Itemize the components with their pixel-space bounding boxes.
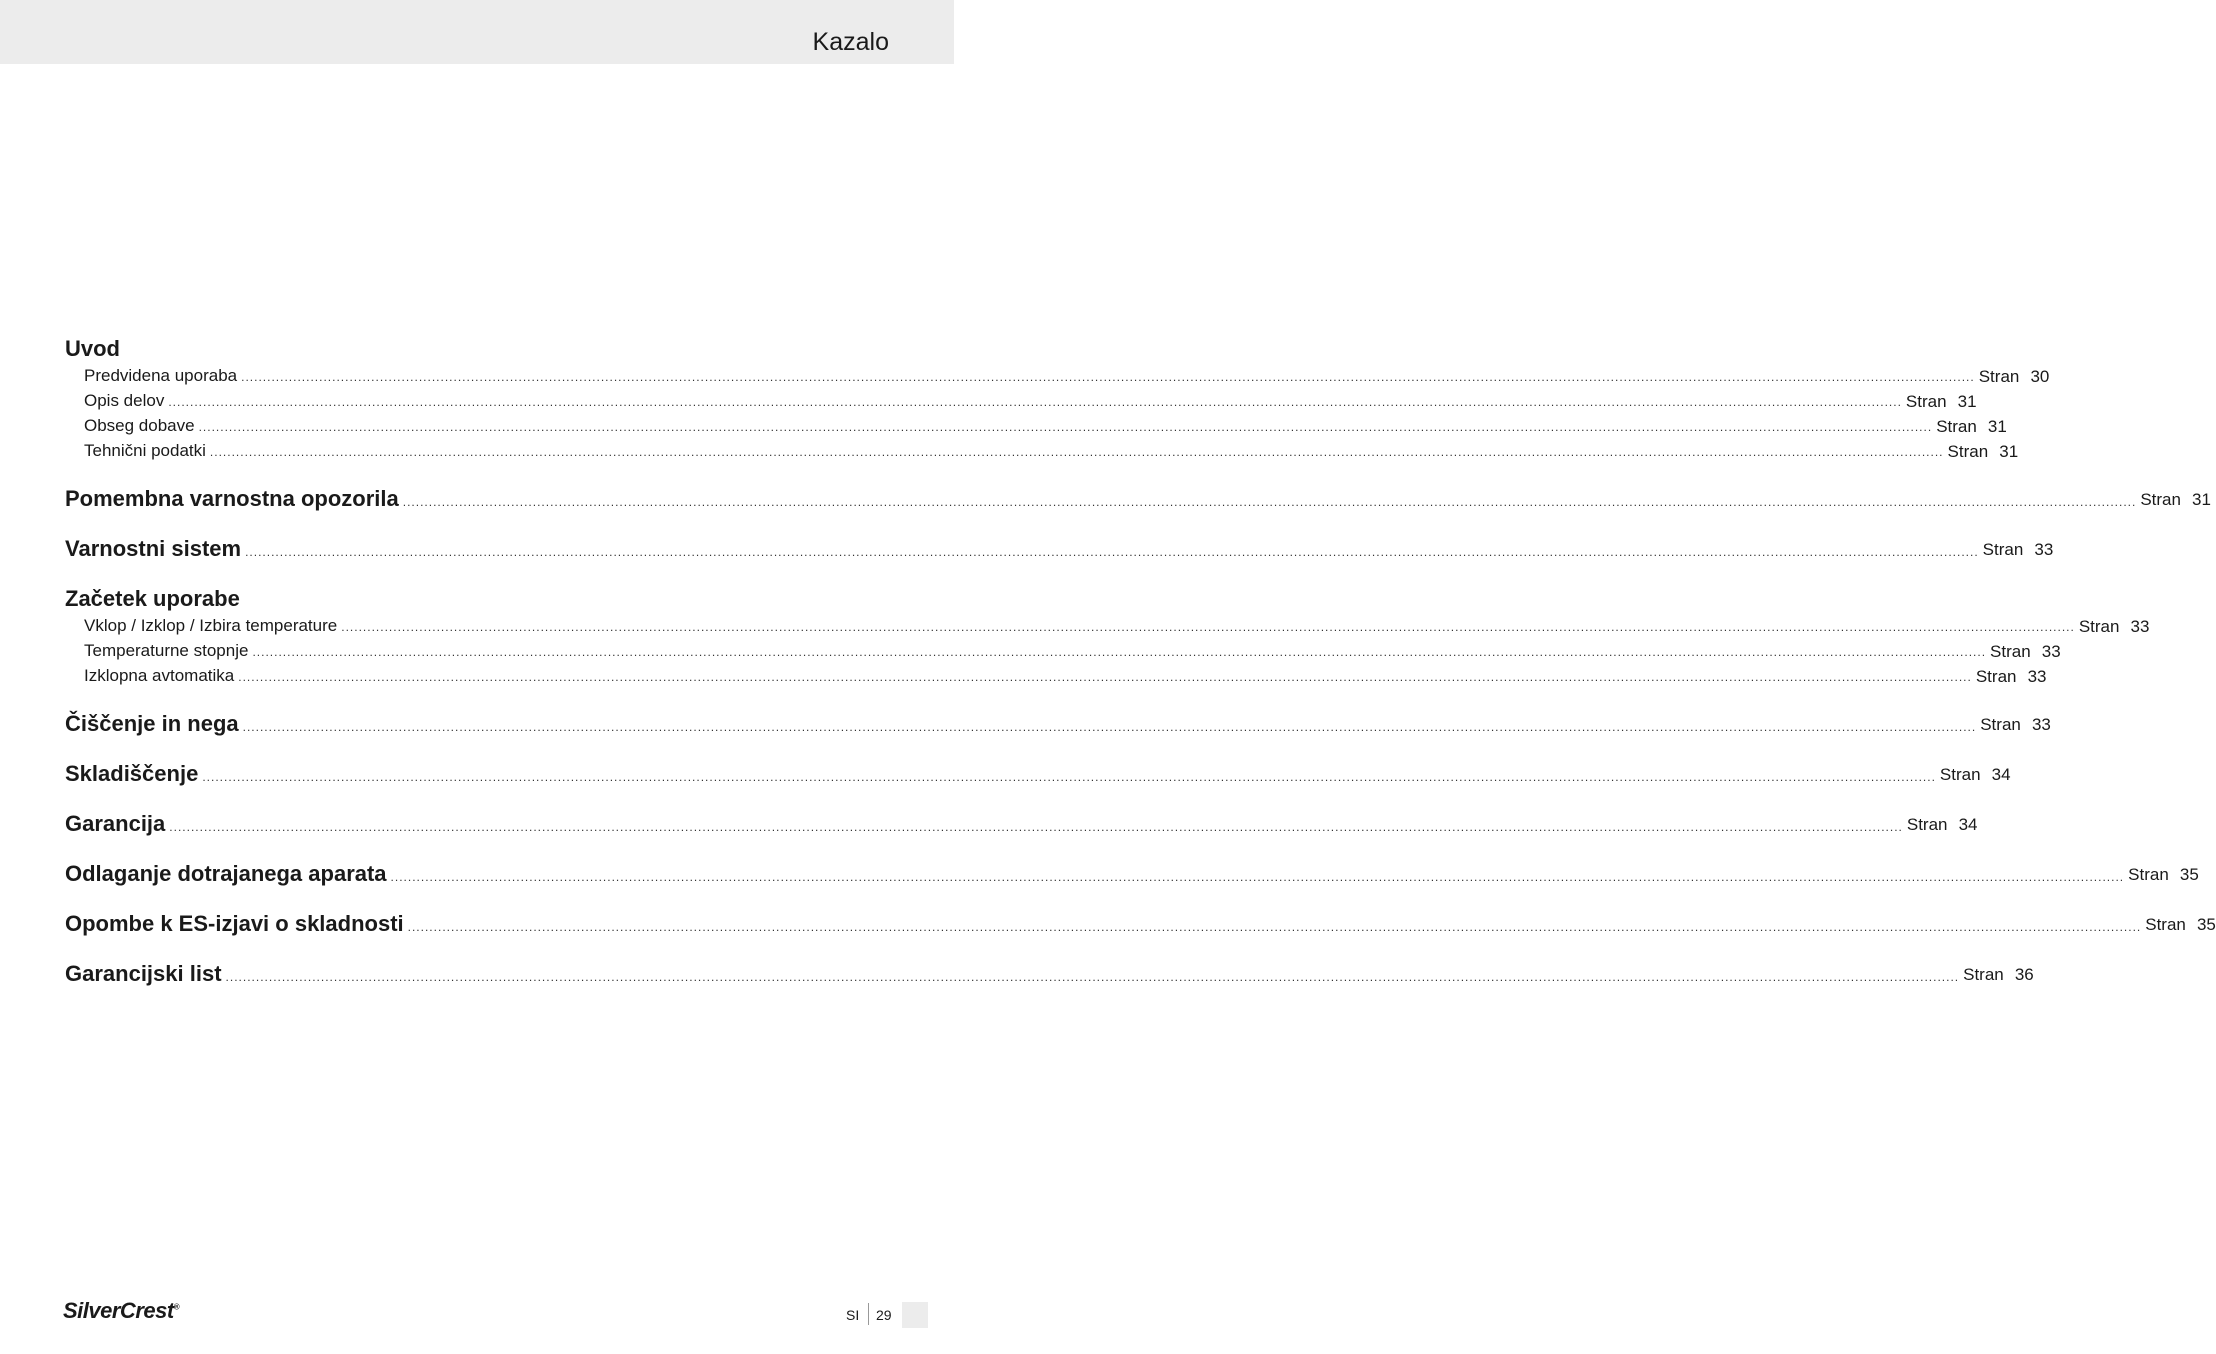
toc-entry-title: Tehnični podatki: [84, 441, 206, 460]
dot-leader: ................................................................................................................................................................................................................................................................................................................................................................................................................: [245, 545, 1979, 559]
dot-leader: ................................................................................................................................................................................................................................................................................................................................................................................................................: [390, 870, 2125, 884]
toc-heading-title: Uvod: [65, 336, 120, 361]
page-label: Stran: [1939, 765, 1981, 784]
page-reference: [1963, 965, 2034, 987]
page-label: Stran: [1963, 965, 2004, 984]
page-label: Stran: [1980, 715, 2021, 734]
page-label: Stran: [2128, 865, 2169, 884]
toc-heading-title: Varnostni sistem: [65, 536, 242, 561]
toc-heading[interactable]: [65, 534, 2054, 562]
page-reference: [2145, 915, 2216, 937]
page-reference: [1990, 642, 2061, 662]
toc-heading-title: Pomembna varnostna opozorila: [65, 486, 399, 511]
page-number-ref: 33: [2031, 715, 2051, 734]
table-of-contents: [65, 332, 2216, 1009]
toc-entry[interactable]: [65, 362, 2050, 387]
toc-heading-title: Opombe k ES-izjavi o skladnosti: [65, 911, 404, 936]
toc-entry-title: Temperaturne stopnje: [84, 641, 249, 660]
registered-mark: ®: [173, 1302, 180, 1312]
page-title: Kazalo: [812, 28, 889, 56]
page-number-ref: 31: [2192, 490, 2211, 509]
toc-heading[interactable]: [65, 909, 2216, 937]
toc-heading[interactable]: [65, 584, 889, 612]
page-reference: [2079, 617, 2150, 637]
page-reference: [2128, 865, 2199, 887]
dot-leader: ................................................................................................................................................................................................................................................................................................................................................................................................................: [209, 445, 1944, 459]
dot-leader: ................................................................................................................................................................................................................................................................................................................................................................................................................: [168, 395, 1902, 409]
toc-entry[interactable]: [65, 412, 2007, 437]
footer-divider: [868, 1303, 869, 1325]
page-reference: [1906, 392, 1977, 412]
page-reference: [1983, 540, 2054, 562]
language-code: SI: [846, 1307, 860, 1323]
page-number-ref: 34: [1958, 815, 1978, 834]
page-reference: [1976, 667, 2047, 687]
dot-leader: ................................................................................................................................................................................................................................................................................................................................................................................................................: [341, 620, 2075, 634]
toc-entry-title: Vklop / Izklop / Izbira temperature: [84, 616, 338, 635]
header-bar: [0, 0, 954, 64]
dot-leader: ................................................................................................................................................................................................................................................................................................................................................................................................................: [407, 920, 2142, 934]
toc-heading[interactable]: [65, 959, 2034, 987]
toc-heading-title: Čiščenje in nega: [65, 711, 239, 736]
page-label: Stran: [2145, 915, 2186, 934]
page-reference: [1948, 442, 2019, 462]
toc-section: [65, 909, 2216, 937]
toc-heading[interactable]: [65, 809, 1978, 837]
dot-leader: ................................................................................................................................................................................................................................................................................................................................................................................................................: [238, 670, 1972, 684]
toc-section: [65, 584, 2150, 687]
brand-logo: [63, 1298, 179, 1324]
page-number-ref: 31: [1987, 417, 2007, 436]
page-reference: [1980, 715, 2051, 737]
toc-heading[interactable]: [65, 709, 2051, 737]
page-label: Stran: [1975, 667, 2017, 686]
toc-section: [65, 334, 2050, 462]
toc-section: [65, 859, 2199, 887]
toc-entry-title: Obseg dobave: [84, 416, 195, 435]
page-number-ref: 31: [1957, 392, 1977, 411]
toc-heading[interactable]: [65, 759, 2011, 787]
page-reference: [1940, 765, 2011, 787]
toc-heading-title: Garancija: [65, 811, 166, 836]
toc-heading-title: Garancijski list: [65, 961, 222, 986]
dot-leader: ................................................................................................................................................................................................................................................................................................................................................................................................................: [402, 495, 2137, 509]
toc-heading-title: Odlaganje dotrajanega aparata: [65, 861, 387, 886]
page-reference: [1936, 417, 2007, 437]
dot-leader: ................................................................................................................................................................................................................................................................................................................................................................................................................: [252, 645, 1987, 659]
page-number-ref: 35: [2196, 915, 2216, 934]
toc-section: [65, 959, 2034, 987]
page-reference: [2140, 490, 2211, 512]
toc-entry[interactable]: [65, 637, 2061, 662]
page-number: 29: [876, 1307, 892, 1323]
toc-section: [65, 484, 2211, 512]
page-number-ref: 33: [2034, 540, 2054, 559]
dot-leader: ................................................................................................................................................................................................................................................................................................................................................................................................................: [202, 770, 1936, 784]
page-number-ref: 34: [1991, 765, 2011, 784]
toc-section: [65, 709, 2051, 737]
page-number-ref: 31: [1999, 442, 2019, 461]
page-number-ref: 33: [2041, 642, 2061, 661]
page-label: Stran: [1978, 367, 2020, 386]
page-label: Stran: [1906, 815, 1948, 834]
toc-heading[interactable]: [65, 859, 2199, 887]
page-label: Stran: [2140, 490, 2181, 509]
page-label: Stran: [2078, 617, 2120, 636]
toc-entry[interactable]: [65, 662, 2047, 687]
page-number-ref: 33: [2130, 617, 2150, 636]
dot-leader: ................................................................................................................................................................................................................................................................................................................................................................................................................: [242, 720, 1977, 734]
page-reference: [1907, 815, 1978, 837]
toc-entry[interactable]: [65, 612, 2150, 637]
toc-entry-title: Opis delov: [84, 391, 165, 410]
toc-heading-title: Skladiščenje: [65, 761, 199, 786]
toc-section: [65, 534, 2054, 562]
toc-section: [65, 809, 1978, 837]
dot-leader: ................................................................................................................................................................................................................................................................................................................................................................................................................: [241, 370, 1975, 384]
toc-heading[interactable]: [65, 484, 2211, 512]
footer-tab-marker: [902, 1302, 928, 1328]
page-label: Stran: [1947, 442, 1989, 461]
page-number-ref: 36: [2014, 965, 2034, 984]
toc-entry-title: Predvidena uporaba: [84, 366, 238, 385]
toc-heading[interactable]: [65, 334, 889, 362]
dot-leader: ................................................................................................................................................................................................................................................................................................................................................................................................................: [225, 970, 1960, 984]
page-label: Stran: [1990, 642, 2031, 661]
page-number-ref: 35: [2179, 865, 2199, 884]
page-label: Stran: [1905, 392, 1947, 411]
brand-name: SilverCrest: [63, 1298, 174, 1323]
toc-section: [65, 759, 2011, 787]
page-number-ref: 33: [2027, 667, 2047, 686]
page-number-ref: 30: [2030, 367, 2050, 386]
toc-entry[interactable]: [65, 437, 2019, 462]
dot-leader: ................................................................................................................................................................................................................................................................................................................................................................................................................: [198, 420, 1933, 434]
page-reference: [1979, 367, 2050, 387]
toc-entry-title: Izklopna avtomatika: [84, 666, 235, 685]
page-label: Stran: [1982, 540, 2024, 559]
toc-entry[interactable]: [65, 387, 1977, 412]
dot-leader: ................................................................................................................................................................................................................................................................................................................................................................................................................: [169, 820, 1903, 834]
page-label: Stran: [1936, 417, 1977, 436]
toc-heading-title: Začetek uporabe: [65, 586, 240, 611]
